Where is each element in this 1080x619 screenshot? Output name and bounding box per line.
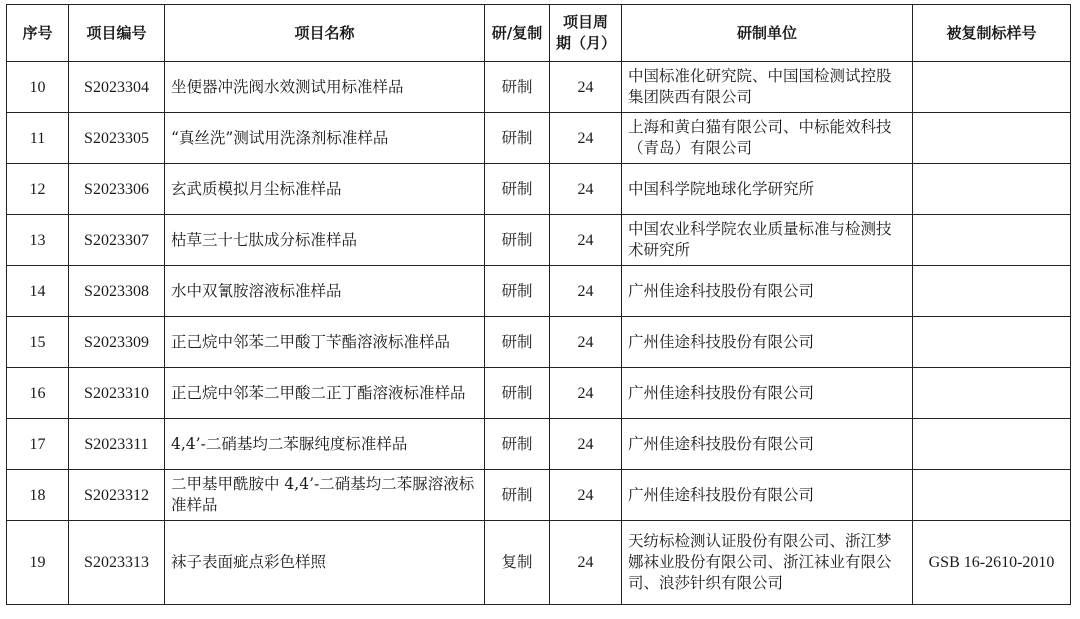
cell-cycle: 24 [550, 215, 622, 266]
cell-copied [913, 368, 1071, 419]
cell-code: S2023313 [69, 521, 165, 605]
cell-seq: 19 [7, 521, 69, 605]
cell-code: S2023308 [69, 266, 165, 317]
table-row [7, 215, 1071, 266]
cell-name: 正己烷中邻苯二甲酸丁苄酯溶液标准样品 [165, 317, 485, 368]
cell-type: 研制 [485, 62, 550, 113]
header-name: 项目名称 [165, 5, 485, 62]
cell-code: S2023307 [69, 215, 165, 266]
cell-copied [913, 62, 1071, 113]
cell-copied: GSB 16-2610-2010 [913, 521, 1071, 605]
cell-copied [913, 266, 1071, 317]
header-unit: 研制单位 [622, 5, 913, 62]
cell-cycle: 24 [550, 470, 622, 521]
cell-type: 研制 [485, 113, 550, 164]
cell-code: S2023312 [69, 470, 165, 521]
cell-type: 研制 [485, 470, 550, 521]
cell-name: 二甲基甲酰胺中 4,4’-二硝基均二苯脲溶液标准样品 [165, 470, 485, 521]
table-row [7, 62, 1071, 113]
cell-unit: 广州佳途科技股份有限公司 [622, 317, 913, 368]
cell-seq: 14 [7, 266, 69, 317]
table-row [7, 368, 1071, 419]
cell-unit: 中国标准化研究院、中国国检测试控股集团陕西有限公司 [622, 62, 913, 113]
cell-cycle: 24 [550, 368, 622, 419]
cell-name: 正己烷中邻苯二甲酸二正丁酯溶液标准样品 [165, 368, 485, 419]
cell-unit: 天纺标检测认证股份有限公司、浙江梦娜袜业股份有限公司、浙江袜业有限公司、浪莎针织有限公司 [622, 521, 913, 605]
cell-cycle: 24 [550, 266, 622, 317]
cell-copied [913, 164, 1071, 215]
cell-name: 4,4’-二硝基均二苯脲纯度标准样品 [165, 419, 485, 470]
cell-copied [913, 113, 1071, 164]
cell-seq: 17 [7, 419, 69, 470]
cell-cycle: 24 [550, 113, 622, 164]
cell-name: 水中双氰胺溶液标准样品 [165, 266, 485, 317]
cell-seq: 13 [7, 215, 69, 266]
cell-unit: 中国科学院地球化学研究所 [622, 164, 913, 215]
cell-unit: 上海和黄白猫有限公司、中标能效科技（青岛）有限公司 [622, 113, 913, 164]
table-row [7, 521, 1071, 605]
table-header-row [7, 5, 1071, 62]
cell-copied [913, 419, 1071, 470]
table-row [7, 470, 1071, 521]
table-row [7, 419, 1071, 470]
cell-copied [913, 215, 1071, 266]
cell-type: 复制 [485, 521, 550, 605]
cell-seq: 18 [7, 470, 69, 521]
cell-type: 研制 [485, 317, 550, 368]
cell-cycle: 24 [550, 164, 622, 215]
table-row [7, 317, 1071, 368]
cell-unit: 广州佳途科技股份有限公司 [622, 470, 913, 521]
cell-code: S2023306 [69, 164, 165, 215]
cell-type: 研制 [485, 368, 550, 419]
cell-seq: 12 [7, 164, 69, 215]
cell-cycle: 24 [550, 521, 622, 605]
table-row [7, 164, 1071, 215]
cell-code: S2023309 [69, 317, 165, 368]
cell-name: 玄武质模拟月尘标准样品 [165, 164, 485, 215]
cell-cycle: 24 [550, 419, 622, 470]
cell-copied [913, 470, 1071, 521]
cell-name: “真丝洗”测试用洗涤剂标准样品 [165, 113, 485, 164]
cell-seq: 16 [7, 368, 69, 419]
cell-unit: 广州佳途科技股份有限公司 [622, 266, 913, 317]
standard-sample-table [6, 4, 1071, 605]
cell-type: 研制 [485, 164, 550, 215]
header-type: 研/复制 [485, 5, 550, 62]
cell-type: 研制 [485, 266, 550, 317]
cell-code: S2023305 [69, 113, 165, 164]
cell-type: 研制 [485, 419, 550, 470]
cell-unit: 广州佳途科技股份有限公司 [622, 368, 913, 419]
table-row [7, 113, 1071, 164]
table-row [7, 266, 1071, 317]
cell-unit: 广州佳途科技股份有限公司 [622, 419, 913, 470]
cell-type: 研制 [485, 215, 550, 266]
cell-code: S2023304 [69, 62, 165, 113]
cell-code: S2023310 [69, 368, 165, 419]
cell-copied [913, 317, 1071, 368]
header-code: 项目编号 [69, 5, 165, 62]
cell-cycle: 24 [550, 317, 622, 368]
cell-cycle: 24 [550, 62, 622, 113]
header-cycle: 项目周期（月） [550, 5, 622, 62]
cell-code: S2023311 [69, 419, 165, 470]
cell-seq: 11 [7, 113, 69, 164]
header-copied: 被复制标样号 [913, 5, 1071, 62]
cell-name: 袜子表面疵点彩色样照 [165, 521, 485, 605]
cell-name: 枯草三十七肽成分标准样品 [165, 215, 485, 266]
header-seq: 序号 [7, 5, 69, 62]
cell-seq: 10 [7, 62, 69, 113]
cell-seq: 15 [7, 317, 69, 368]
cell-name: 坐便器冲洗阀水效测试用标准样品 [165, 62, 485, 113]
cell-unit: 中国农业科学院农业质量标准与检测技术研究所 [622, 215, 913, 266]
